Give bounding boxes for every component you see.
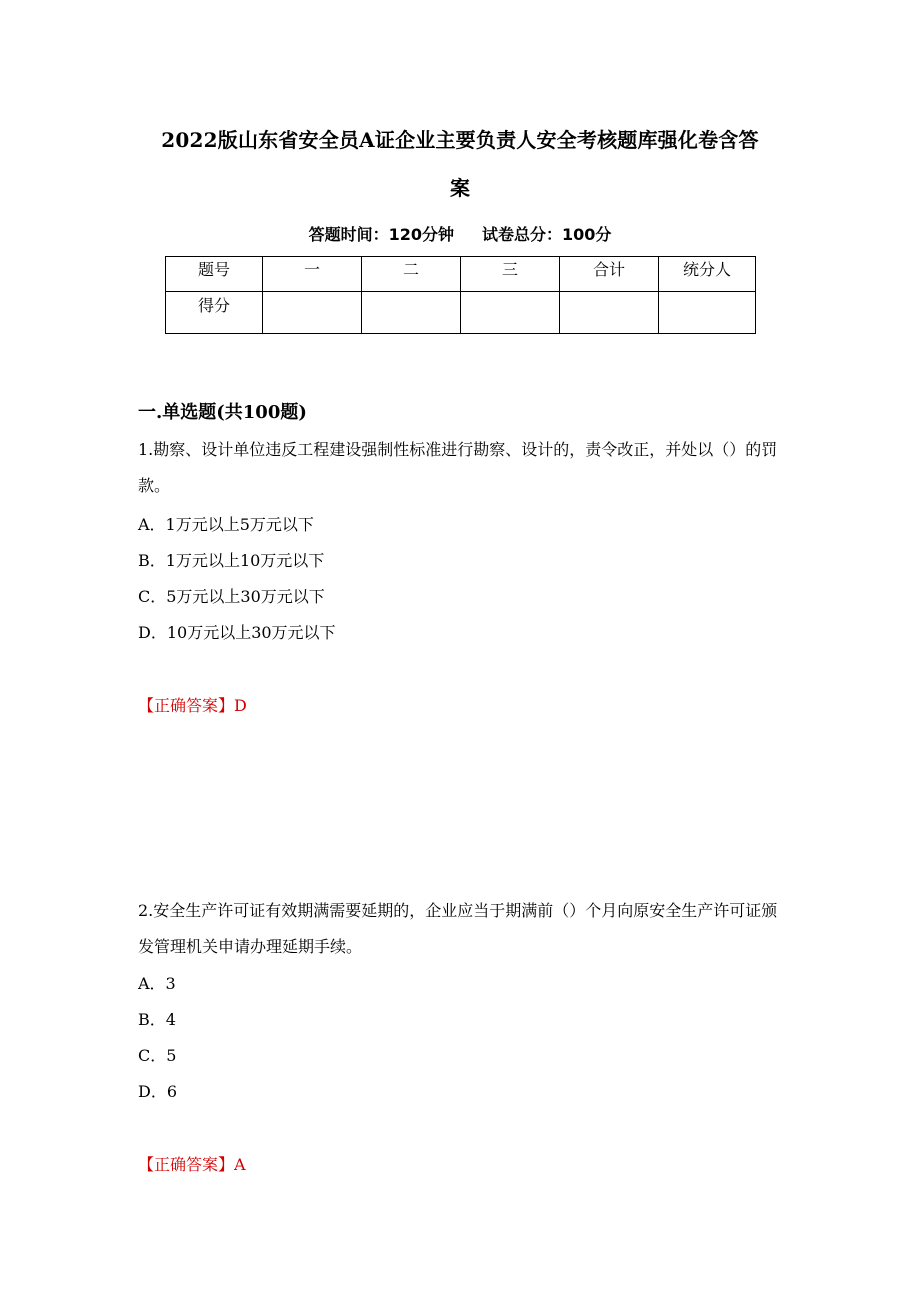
score-cell-scorer (659, 292, 756, 334)
score-cell-total (560, 292, 659, 334)
score-table (165, 256, 756, 334)
document-title-line2: 案 (450, 176, 470, 200)
exam-time: 答题时间：120分钟 (308, 225, 454, 244)
question-2-option-a: A．3 (138, 974, 176, 993)
header-cell-scorer: 统分人 (659, 257, 756, 292)
header-cell-total: 合计 (560, 257, 659, 292)
header-cell-3: 三 (461, 257, 560, 292)
document-title-line1: 2022版山东省安全员A证企业主要负责人安全考核题库强化卷含答 (161, 128, 759, 152)
score-table-header-row (166, 257, 756, 292)
question-1-option-d: D．10万元以上30万元以下 (138, 623, 336, 642)
question-2-option-d: D．6 (138, 1082, 178, 1101)
score-cell-1 (263, 292, 362, 334)
question-2-answer: 【正确答案】A (138, 1155, 246, 1174)
header-cell-number: 题号 (166, 257, 263, 292)
score-cell-3 (461, 292, 560, 334)
score-table-score-row (166, 292, 756, 334)
score-cell-2 (362, 292, 461, 334)
exam-meta (0, 222, 920, 245)
question-2-text: 2.安全生产许可证有效期满需要延期的，企业应当于期满前（）个月向原安全生产许可证颁发管理机关申请办理延期手续。 (138, 901, 778, 956)
question-1-text: 1.勘察、设计单位违反工程建设强制性标准进行勘察、设计的，责令改正，并处以（）的罚款。 (138, 440, 778, 495)
header-cell-2: 二 (362, 257, 461, 292)
score-row-label: 得分 (166, 292, 263, 334)
section-title: 一.单选题(共100题) (138, 402, 307, 423)
question-1-option-a: A．1万元以上5万元以下 (138, 515, 314, 534)
question-1-option-b: B．1万元以上10万元以下 (138, 551, 325, 570)
question-1-option-c: C．5万元以上30万元以下 (138, 587, 325, 606)
question-2-option-c: C．5 (138, 1046, 177, 1065)
header-cell-1: 一 (263, 257, 362, 292)
question-2-option-b: B．4 (138, 1010, 176, 1029)
question-1-answer: 【正确答案】D (138, 696, 247, 715)
total-score: 试卷总分：100分 (482, 225, 612, 244)
